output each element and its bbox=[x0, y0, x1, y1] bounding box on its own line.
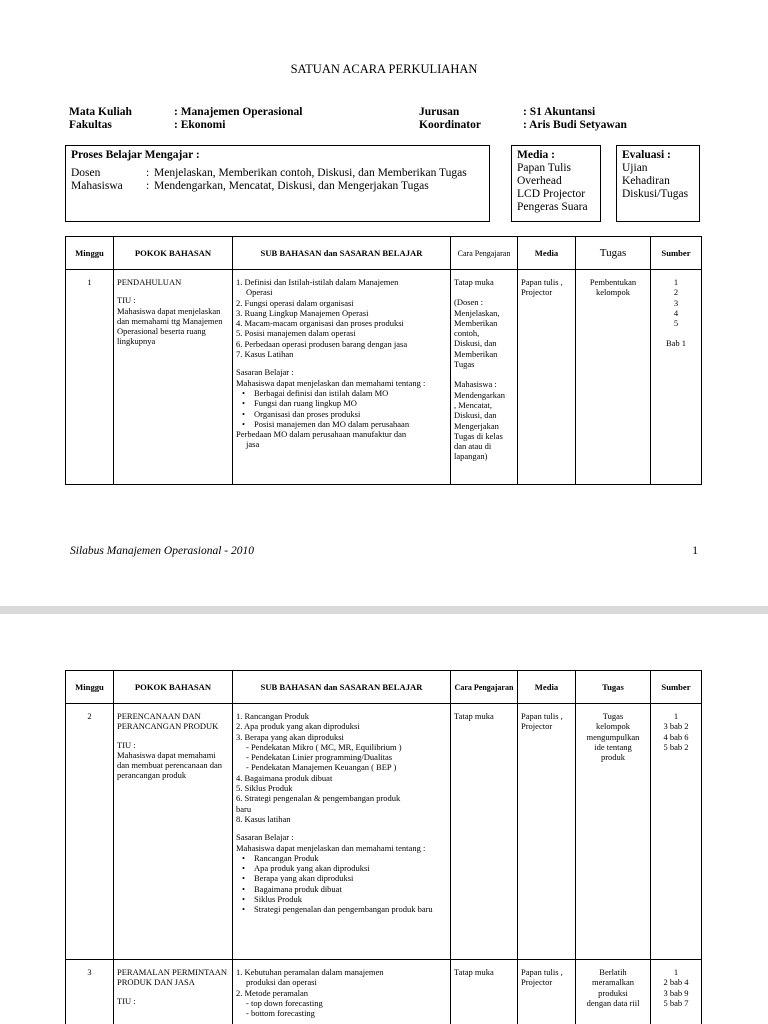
subtopic-item: - Pendekatan Mikro ( MC, MR, Equilibrium ) bbox=[246, 741, 402, 752]
task-line: produksi bbox=[598, 987, 628, 998]
student-activities: Mendengarkan, Mencatat, Diskusi, dan Mengerjakan Tugas bbox=[154, 180, 429, 192]
learning-target-item: • Strategi pengenalan dan pengembangan produk baru bbox=[248, 904, 447, 914]
tiu-label: TIU : bbox=[117, 995, 136, 1006]
evaluation-item: Kehadiran bbox=[622, 175, 670, 187]
source-line: 2 bab 4 bbox=[663, 977, 689, 988]
task-line: dengan data riil bbox=[586, 997, 640, 1008]
method-line: Diskusi, dan bbox=[454, 410, 497, 421]
learning-target-item: • Berapa yang akan diproduksi bbox=[248, 873, 447, 883]
task-cell bbox=[576, 960, 651, 1024]
table-row bbox=[66, 960, 702, 1024]
method-line: , Mencatat, bbox=[454, 399, 492, 410]
page-footer bbox=[70, 545, 698, 557]
source-line: 5 bab 2 bbox=[663, 741, 689, 752]
subtopic-item: 4. Bagaimana produk dibuat bbox=[236, 772, 333, 783]
media-heading: Media : bbox=[517, 149, 556, 161]
subtopic-item: 5. Posisi manajemen dalam operasi bbox=[236, 328, 356, 339]
method-line: Tatap muka bbox=[454, 277, 494, 287]
method-line: lapangan) bbox=[454, 451, 488, 462]
source-cell bbox=[651, 270, 702, 485]
task-line: Berlatih bbox=[599, 967, 627, 977]
learning-target-label: Sasaran Belajar : bbox=[236, 367, 294, 378]
subtopic-item: 4. Macam-macam organisasi dan proses produksi bbox=[236, 318, 404, 329]
method-line: Mahasiswa : bbox=[454, 379, 497, 390]
topic-cell bbox=[114, 270, 233, 485]
method-cell: Tatap muka bbox=[451, 960, 518, 1024]
header-sub-bahasan: SUB BAHASAN dan SASARAN BELAJAR bbox=[233, 237, 451, 270]
lecturer-activities: Menjelaskan, Memberikan contoh, Diskusi, dan Memberikan Tugas bbox=[154, 167, 467, 179]
topic-title: PERAMALAN PERMINTAAN PRODUK DAN JASA bbox=[117, 967, 228, 988]
subtopic-item: 2. Fungsi operasi dalam organisasi bbox=[236, 297, 354, 308]
media-item: LCD Projector bbox=[517, 188, 586, 200]
evaluation-box bbox=[616, 145, 700, 222]
task-line: produk bbox=[600, 752, 626, 763]
subtopic-item: 7. Kasus Latihan bbox=[236, 349, 294, 360]
source-line: 5 bbox=[673, 318, 679, 329]
learning-target-item: • Fungsi dan ruang lingkup MO bbox=[248, 398, 447, 408]
media-item: Pengeras Suara bbox=[517, 201, 588, 213]
header-sumber: Sumber bbox=[651, 237, 702, 270]
faculty-value: : Ekonomi bbox=[174, 119, 226, 131]
table-row bbox=[66, 704, 702, 960]
media-item: Papan Tulis bbox=[517, 162, 572, 174]
subtopic-item: - Pendekatan Manajemen Keuangan ( BEP ) bbox=[246, 762, 397, 773]
subtopic-item: Operasi bbox=[246, 287, 273, 298]
subtopic-item: 3. Berapa yang akan diproduksi bbox=[236, 731, 344, 742]
source-line: 3 bbox=[673, 297, 679, 308]
learning-target-item: • Apa produk yang akan diproduksi bbox=[248, 863, 447, 873]
lecturer-separator: : bbox=[146, 167, 150, 179]
subtopic-item: 6. Strategi pengenalan & pengembangan produk bbox=[236, 793, 401, 804]
topic-cell bbox=[114, 960, 233, 1024]
source-cell bbox=[651, 704, 702, 960]
subtopic-item: 8. Kasus latihan bbox=[236, 813, 291, 824]
learning-target-list bbox=[236, 388, 447, 429]
learning-target-list bbox=[236, 853, 447, 915]
subtopic-item: 2. Apa produk yang akan diproduksi bbox=[236, 721, 360, 732]
schedule-table-page1 bbox=[65, 236, 702, 485]
subtopic-item: 5. Siklus Produk bbox=[236, 783, 293, 794]
source-line: 3 bab 2 bbox=[663, 721, 689, 732]
header-minggu: Minggu bbox=[66, 237, 114, 270]
media-line: Papan tulis , bbox=[521, 277, 563, 287]
method-line: dan atau di bbox=[454, 441, 492, 452]
page-number: 1 bbox=[692, 545, 698, 557]
tiu-text: Mahasiswa dapat memahami dan membuat perencanaan dan perancangan produk bbox=[117, 749, 223, 781]
header-tugas: Tugas bbox=[576, 671, 651, 704]
media-line: Papan tulis , bbox=[521, 967, 563, 977]
media-line: Projector bbox=[521, 287, 553, 298]
subtopic-item: - bottom forecasting bbox=[246, 1008, 315, 1019]
teaching-process-box bbox=[65, 145, 490, 222]
subtopic-item: 1. Rancangan Produk bbox=[236, 711, 309, 721]
footer-text: Silabus Manajemen Operasional - 2010 bbox=[70, 545, 254, 557]
task-line: meramalkan bbox=[591, 977, 634, 988]
header-tugas: Tugas bbox=[576, 237, 651, 270]
course-value: : Manajemen Operasional bbox=[174, 106, 303, 118]
method-line: Tugas bbox=[454, 359, 475, 370]
header-media: Media bbox=[518, 237, 576, 270]
method-line: Memberikan bbox=[454, 348, 498, 359]
learning-target-label: Sasaran Belajar : bbox=[236, 832, 294, 843]
task-line: Pembentukan bbox=[589, 277, 637, 287]
source-line: 2 bbox=[673, 287, 679, 298]
course-info-left bbox=[69, 106, 302, 132]
topic-title: PENDAHULUAN bbox=[117, 277, 182, 287]
task-line: mengumpulkan bbox=[586, 731, 640, 742]
learning-target-item: • Bagaimana produk dibuat bbox=[248, 884, 447, 894]
coordinator-label: Koordinator bbox=[419, 119, 481, 131]
subtopic-item: produksi dan operasi bbox=[246, 977, 317, 988]
media-item: Overhead bbox=[517, 175, 562, 187]
subtopic-item: - Pendekatan Linier programming/Dualitas bbox=[246, 752, 393, 763]
learning-target-tail: Perbedaan MO dalam perusahaan manufaktur dan bbox=[236, 429, 407, 440]
tiu-text: Mahasiswa dapat menjelaskan dan memahami ttg Manajemen Operasional beserta ruang lingkupnya bbox=[117, 305, 223, 347]
table-header-row bbox=[66, 671, 702, 704]
method-line: Tugas di kelas bbox=[454, 430, 503, 441]
student-label: Mahasiswa bbox=[71, 180, 123, 192]
learning-target-intro: Mahasiswa dapat menjelaskan dan memahami tentang : bbox=[236, 377, 426, 388]
week-number: 2 bbox=[66, 704, 114, 960]
media-cell bbox=[518, 270, 576, 485]
learning-target-item: • Posisi manajemen dan MO dalam perusahaan bbox=[248, 419, 447, 429]
week-number: 3 bbox=[66, 960, 114, 1024]
tiu-label: TIU : bbox=[117, 295, 136, 306]
course-label: Mata Kuliah bbox=[69, 106, 132, 118]
task-line: Tugas bbox=[602, 711, 624, 721]
method-cell: Tatap muka bbox=[451, 704, 518, 960]
method-line: Mengerjakan bbox=[454, 420, 499, 431]
method-cell bbox=[451, 270, 518, 485]
teaching-process-heading: Proses Belajar Mengajar : bbox=[71, 149, 200, 161]
table-row bbox=[66, 270, 702, 485]
lecturer-label: Dosen bbox=[71, 167, 101, 179]
header-cara-pengajaran: Cara Pengajaran bbox=[451, 237, 518, 270]
learning-target-tail: jasa bbox=[246, 439, 260, 450]
task-line: kelompok bbox=[596, 721, 630, 732]
learning-target-item: • Berbagai definisi dan istilah dalam MO bbox=[248, 388, 447, 398]
document-page-2 bbox=[0, 614, 768, 1024]
header-cara-pengajaran: Cara Pengajaran bbox=[451, 671, 518, 704]
topic-title: PERENCANAAN DAN PERANCANGAN PRODUK bbox=[117, 711, 219, 732]
learning-target-item: • Organisasi dan proses produksi bbox=[248, 409, 447, 419]
evaluation-heading: Evaluasi : bbox=[622, 149, 671, 161]
subtopic-cell bbox=[233, 270, 451, 485]
media-line: Projector bbox=[521, 721, 553, 732]
method-line: (Dosen : bbox=[454, 297, 484, 308]
subtopic-item: 3. Ruang Lingkup Manajemen Operasi bbox=[236, 307, 369, 318]
source-line: 5 bab 7 bbox=[663, 997, 689, 1008]
learning-target-item: • Rancangan Produk bbox=[248, 853, 447, 863]
source-line: 3 bab 9 bbox=[663, 987, 689, 998]
learning-target-intro: Mahasiswa dapat menjelaskan dan memahami tentang : bbox=[236, 842, 426, 853]
task-cell bbox=[576, 704, 651, 960]
task-line: ide tentang bbox=[594, 741, 632, 752]
source-line: 1 bbox=[673, 277, 679, 287]
evaluation-item: Ujian bbox=[622, 162, 648, 174]
media-cell bbox=[518, 704, 576, 960]
source-line: 4 bab 6 bbox=[663, 731, 689, 742]
header-sub-bahasan: SUB BAHASAN dan SASARAN BELAJAR bbox=[233, 671, 451, 704]
faculty-label: Fakultas bbox=[69, 119, 112, 131]
source-line: 1 bbox=[673, 711, 679, 721]
header-pokok-bahasan: POKOK BAHASAN bbox=[114, 671, 233, 704]
method-line: Diskusi, dan bbox=[454, 338, 497, 349]
schedule-table-page2 bbox=[65, 670, 702, 1024]
subtopic-item: 2. Metode peramalan bbox=[236, 987, 308, 998]
header-pokok-bahasan: POKOK BAHASAN bbox=[114, 237, 233, 270]
student-separator: : bbox=[146, 180, 150, 192]
week-number: 1 bbox=[66, 270, 114, 485]
course-info-right bbox=[419, 106, 627, 132]
media-box bbox=[511, 145, 601, 222]
subtopic-item: 1. Kebutuhan peramalan dalam manajemen bbox=[236, 967, 384, 977]
document-title: SATUAN ACARA PERKULIAHAN bbox=[290, 62, 478, 76]
coordinator-value: : Aris Budi Setyawan bbox=[523, 119, 627, 131]
source-line: Bab 1 bbox=[665, 338, 687, 349]
evaluation-item: Diskusi/Tugas bbox=[622, 188, 689, 200]
department-label: Jurusan bbox=[419, 106, 460, 118]
media-cell bbox=[518, 960, 576, 1024]
method-line: Memberikan bbox=[454, 317, 498, 328]
task-line: kelompok bbox=[596, 287, 630, 298]
media-line: Papan tulis , bbox=[521, 711, 563, 721]
header-media: Media bbox=[518, 671, 576, 704]
source-line: 1 bbox=[673, 967, 679, 977]
source-line: 4 bbox=[673, 307, 679, 318]
department-value: : S1 Akuntansi bbox=[523, 106, 596, 118]
learning-target-item: • Siklus Produk bbox=[248, 894, 447, 904]
topic-cell bbox=[114, 704, 233, 960]
subtopic-item: - top down forecasting bbox=[246, 997, 323, 1008]
subtopic-item: 1. Definisi dan Istilah-istilah dalam Manajemen bbox=[236, 277, 399, 287]
method-line: contoh, bbox=[454, 328, 480, 339]
tiu-label: TIU : bbox=[117, 739, 136, 750]
method-line: Mendengarkan bbox=[454, 389, 505, 400]
table-header-row bbox=[66, 237, 702, 270]
subtopic-item: 6. Perbedaan operasi produsen barang dengan jasa bbox=[236, 338, 408, 349]
method-line: Menjelaskan, bbox=[454, 307, 500, 318]
task-cell bbox=[576, 270, 651, 485]
subtopic-cell bbox=[233, 960, 451, 1024]
subtopic-item: baru bbox=[236, 803, 252, 814]
media-line: Projector bbox=[521, 977, 553, 988]
subtopic-cell bbox=[233, 704, 451, 960]
header-sumber: Sumber bbox=[651, 671, 702, 704]
source-cell bbox=[651, 960, 702, 1024]
header-minggu: Minggu bbox=[66, 671, 114, 704]
